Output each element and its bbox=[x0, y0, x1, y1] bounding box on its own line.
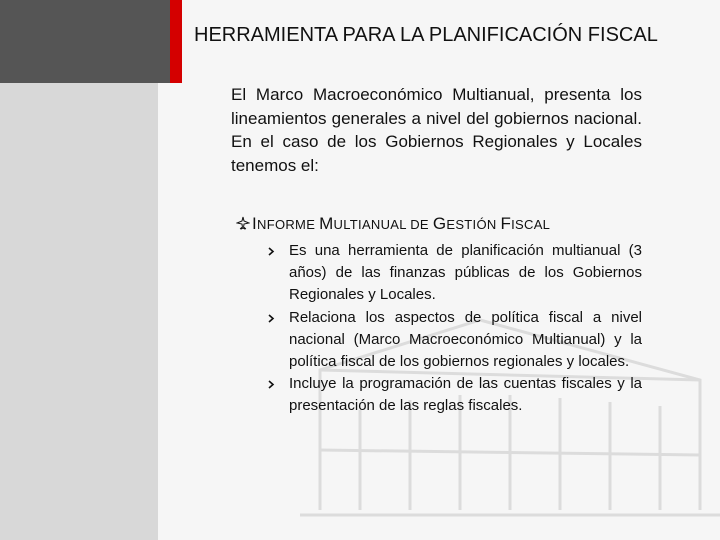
side-grey-panel bbox=[0, 83, 158, 540]
intro-paragraph: El Marco Macroeconómico Multianual, presenta los lineamientos generales a nivel del gobiernos nacional. En el caso de los Gobiernos Regionales y Locales tenemos el: bbox=[231, 85, 642, 175]
airplane-icon bbox=[236, 216, 250, 230]
bullet-text: Relaciona los aspectos de política fiscal a nivel nacional (Marco Macroeconómico Multianual) y la política fiscal de los gobiernos regionales y locales. bbox=[289, 308, 642, 371]
bullet-list bbox=[289, 240, 642, 418]
header-dark-bar bbox=[0, 0, 170, 83]
bullet-text: Es una herramienta de planificación multianual (3 años) de las finanzas públicas de los Gobiernos Regionales y Locales. bbox=[289, 242, 642, 304]
heading-part: FISCAL bbox=[500, 214, 551, 233]
list-item bbox=[289, 240, 642, 307]
list-item bbox=[289, 307, 642, 374]
header-red-accent bbox=[170, 0, 182, 83]
heading-part: MULTIANUAL DE bbox=[319, 214, 433, 233]
bullet-text: Incluye la programación de las cuentas fiscales y la presentación de las reglas fiscales. bbox=[289, 375, 642, 415]
heading-part: INFORME bbox=[252, 214, 320, 233]
chevron-right-icon bbox=[268, 247, 275, 256]
section-heading bbox=[252, 214, 652, 234]
chevron-right-icon bbox=[268, 380, 275, 389]
heading-part: GESTIÓN bbox=[432, 214, 501, 233]
list-item bbox=[289, 373, 642, 417]
slide-title: HERRAMIENTA PARA LA PLANIFICACIÓN FISCAL bbox=[194, 24, 658, 46]
chevron-right-icon bbox=[268, 314, 275, 323]
